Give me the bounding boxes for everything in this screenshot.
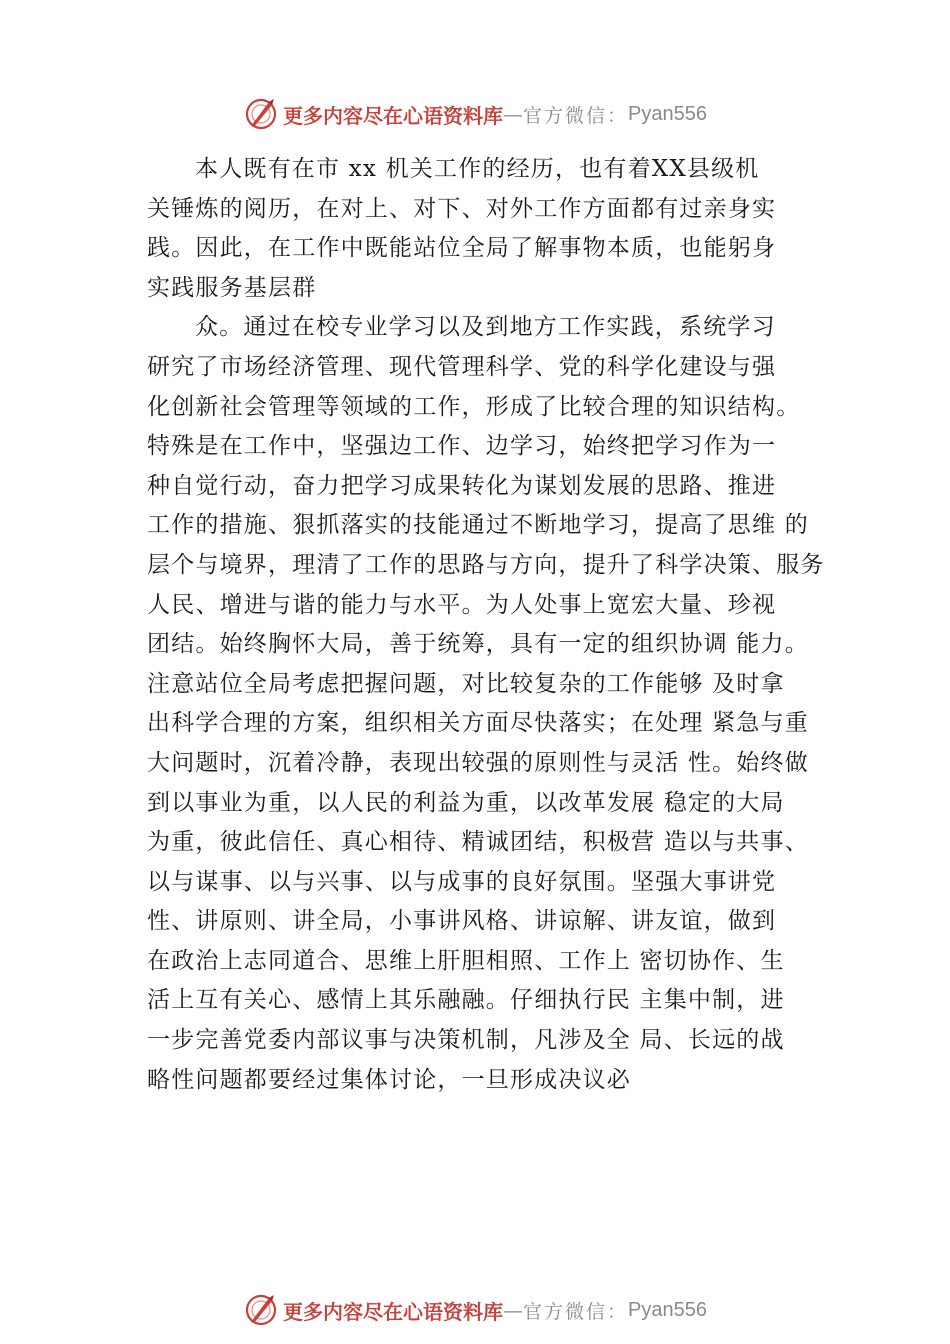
text-line: 在政治上志同道合、思维上肝胆相照、工作上 密切协作、生: [147, 947, 785, 974]
footer-watermark: [0, 1290, 950, 1330]
text-line: 层个与境界，理清了工作的思路与方向，提升了科学决策、服务: [147, 551, 825, 578]
text-line: 人民、增进与谐的能力与水平。为人处事上宽宏大量、珍视: [147, 591, 777, 618]
text-line: 特殊是在工作中，坚强边工作、边学习，始终把学习作为一: [147, 433, 777, 460]
header-watermark: [0, 94, 950, 134]
text-line: 出科学合理的方案，组织相关方面尽快落实；在处理 紧急与重: [147, 710, 809, 737]
text-line: 一步完善党委内部议事与决策机制，凡涉及全 局、长远的战: [147, 1027, 785, 1054]
text-line: 践。因此，在工作中既能站位全局了解事物本质，也能躬身: [147, 235, 777, 262]
quill-pen-circle-icon: [243, 96, 279, 132]
text-line: 研究了市场经济管理、现代管理科学、党的科学化建设与强: [147, 353, 777, 380]
text-line: 为重，彼此信任、真心相待、精诚团结，积极营 造以与共事、: [147, 829, 809, 856]
watermark-brand: 更多内容尽在心语资料库: [283, 1299, 503, 1324]
text-line: 种自觉行动，奋力把学习成果转化为谋划发展的思路、推进: [147, 472, 777, 499]
watermark-label: 官方微信：: [523, 104, 629, 127]
quill-pen-circle-icon: [243, 1292, 279, 1328]
watermark-label: 官方微信：: [523, 1300, 629, 1323]
watermark-separator: —: [503, 102, 523, 126]
text-line: 略性问题都要经过集体讨论，一旦形成决议必: [147, 1066, 631, 1093]
text-line: 大问题时，沉着冷静，表现出较强的原则性与灵活 性。始终做: [147, 749, 809, 776]
text-line: 注意站位全局考虑把握问题，对比较复杂的工作能够 及时拿: [147, 670, 785, 697]
text-line: 众。通过在校专业学习以及到地方工作实践，系统学习: [195, 314, 776, 341]
text-line: 性、讲原则、讲全局，小事讲风格、讲谅解、讲友谊，做到: [147, 908, 777, 935]
text-line: 实践服务基层群: [147, 274, 317, 301]
watermark-wechat-id: Pyan556: [628, 1298, 707, 1321]
watermark-brand: 更多内容尽在心语资料库: [283, 103, 503, 128]
text-line: 以与谋事、以与兴事、以与成事的良好氛围。坚强大事讲党: [147, 868, 777, 895]
text-line: 化创新社会管理等领域的工作，形成了比较合理的知识结构。: [147, 393, 801, 420]
text-line: 到以事业为重，以人民的利益为重，以改革发展 稳定的大局: [147, 789, 785, 816]
text-line: 关锤炼的阅历，在对上、对下、对外工作方面都有过亲身实: [147, 195, 777, 222]
text-line: 活上互有关心、感情上其乐融融。仔细执行民 主集中制，进: [147, 987, 785, 1014]
text-line: 工作的措施、狠抓落实的技能通过不断地学习，提高了思维 的: [147, 512, 809, 539]
text-line: 团结。始终胸怀大局，善于统筹，具有一定的组织协调 能力。: [147, 631, 809, 658]
watermark-wechat-id: Pyan556: [628, 102, 707, 125]
document-body: [147, 150, 837, 1100]
watermark-separator: —: [503, 1298, 523, 1322]
text-line: 本人既有在市 xx 机关工作的经历，也有着XX县级机: [195, 156, 760, 182]
